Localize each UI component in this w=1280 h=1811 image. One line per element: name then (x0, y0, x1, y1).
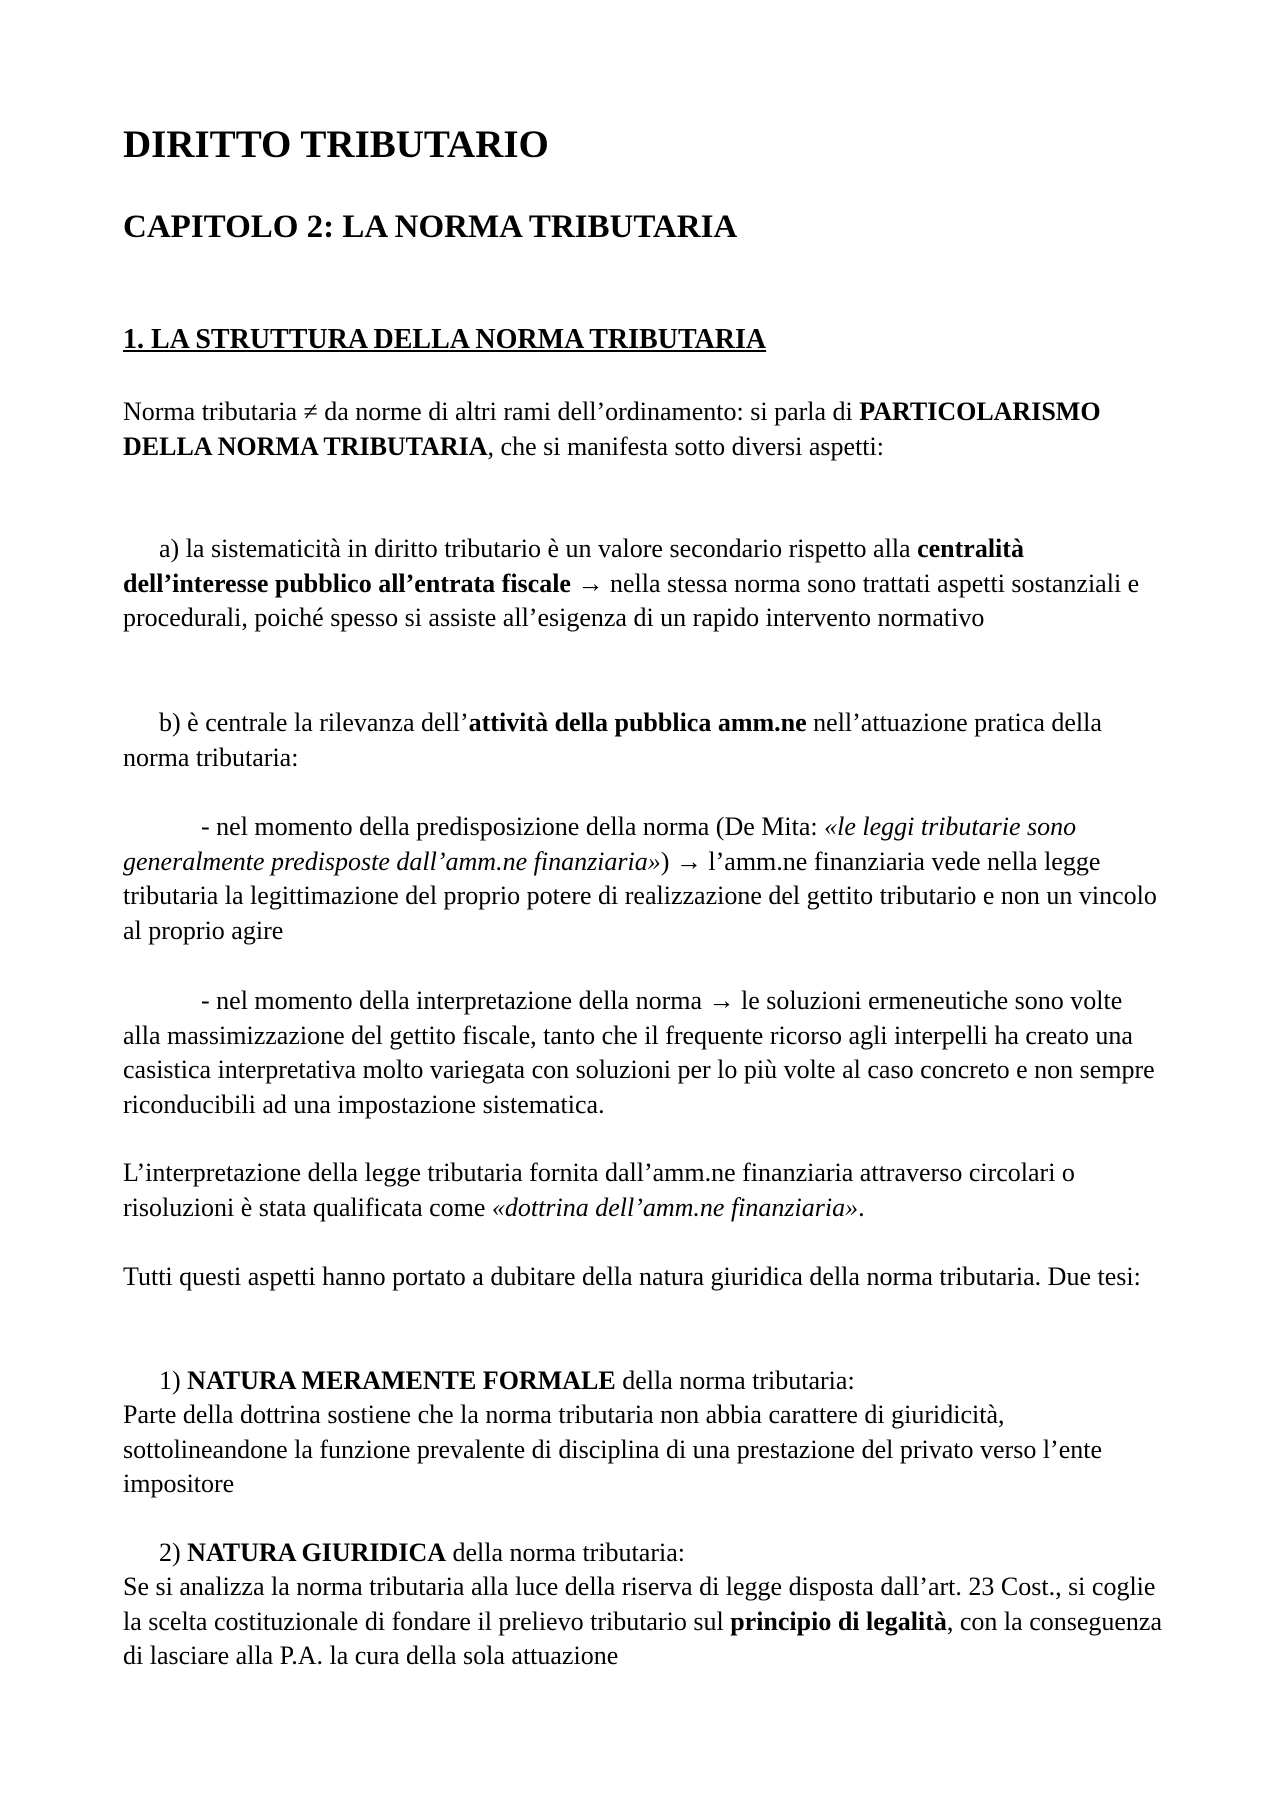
bold-term: NATURA GIURIDICA (187, 1538, 446, 1567)
dottrina-paragraph (123, 1156, 1163, 1225)
point-b-paragraph (123, 706, 1163, 775)
bold-term: centralità dell’interesse pubblico all’entrata fiscale (123, 534, 1024, 598)
chapter-heading: CAPITOLO 2: LA NORMA TRIBUTARIA (123, 209, 738, 245)
text-run: 2) (159, 1538, 188, 1567)
text-run: Tutti questi aspetti hanno portato a dubitare della natura giuridica della norma tributaria. Due tesi: (123, 1262, 1141, 1291)
text-run: . (858, 1192, 865, 1222)
document-title: DIRITTO TRIBUTARIO (123, 123, 549, 166)
text-run: della norma tributaria: (446, 1538, 685, 1567)
text-run: Parte della dottrina sostiene che la norma tributaria non abbia carattere di giuridicità, sottolineandone la funzione prevalente di disciplina di una prestazione del privato verso l’ente impositore (123, 1400, 1102, 1498)
bold-term: attività della pubblica amm.ne (468, 708, 807, 737)
bullet-interpretazione (123, 984, 1163, 1122)
text-run: L’interpretazione della legge tributaria fornita dall’amm.ne finanziaria attraverso circolari o risoluzioni è stata qualificata come (123, 1158, 1075, 1222)
text-run: → nella stessa norma sono trattati aspetti sostanziali e procedurali, poiché spesso si assiste all’esigenza di un rapido intervento normativo (123, 568, 1140, 632)
text-run: a) la sistematicità in diritto tributario è un valore secondario rispetto alla (159, 534, 918, 563)
text-run: Se si analizza la norma tributaria alla luce della riserva di legge disposta dall’art. 23 Cost., si coglie la scelta costituzionale di fondare il prelievo tributario sul (123, 1572, 1156, 1636)
thesis-2-body (123, 1570, 1163, 1674)
text-run: , che si manifesta sotto diversi aspetti: (487, 431, 884, 461)
italic-quote: «dottrina dell’amm.ne finanziaria» (491, 1192, 859, 1222)
text-run: nell’attuazione pratica della norma tributaria: (123, 708, 1102, 772)
text-run: - nel momento della predisposizione della norma (De Mita: (201, 812, 825, 841)
bold-term: principio di legalità (730, 1606, 947, 1636)
text-run: b) è centrale la rilevanza dell’ (159, 708, 469, 737)
thesis-1-body (123, 1398, 1163, 1502)
text-run: 1) (159, 1366, 188, 1395)
thesis-2-heading (123, 1536, 1163, 1571)
intro-paragraph (123, 395, 1163, 464)
text-run: Norma tributaria ≠ da norme di altri rami dell’ordinamento: si parla di (123, 397, 860, 426)
bold-term: NATURA MERAMENTE FORMALE (187, 1366, 616, 1395)
text-run: ) → l’amm.ne finanziaria vede nella legge tributaria la legittimazione del proprio potere di realizzazione del gettito tributario e non un vincolo al proprio agire (123, 846, 1157, 945)
text-run: della norma tributaria: (615, 1366, 855, 1395)
text-run: - nel momento della interpretazione della norma → le soluzioni ermeneutiche sono volte alla massimizzazione del gettito fiscale, tanto che il frequente ricorso agli interpelli ha creato una casistica interpretativa molto variegata con soluzioni per lo più volte al caso concreto e non sempre riconducibili ad una impostazione sistematica. (123, 986, 1155, 1119)
thesis-1-heading (123, 1364, 1163, 1399)
bold-term: PARTICOLARISMO DELLA NORMA TRIBUTARIA (123, 397, 1101, 461)
due-tesi-paragraph (123, 1260, 1163, 1295)
point-a-paragraph (123, 532, 1163, 636)
italic-quote: «le leggi tributarie sono generalmente predisposte dall’amm.ne finanziaria» (123, 812, 1077, 876)
section-heading: 1. LA STRUTTURA DELLA NORMA TRIBUTARIA (123, 324, 767, 355)
text-run: , con la conseguenza di lasciare alla P.A. la cura della sola attuazione (123, 1606, 1163, 1670)
bullet-predisposizione (123, 810, 1163, 948)
